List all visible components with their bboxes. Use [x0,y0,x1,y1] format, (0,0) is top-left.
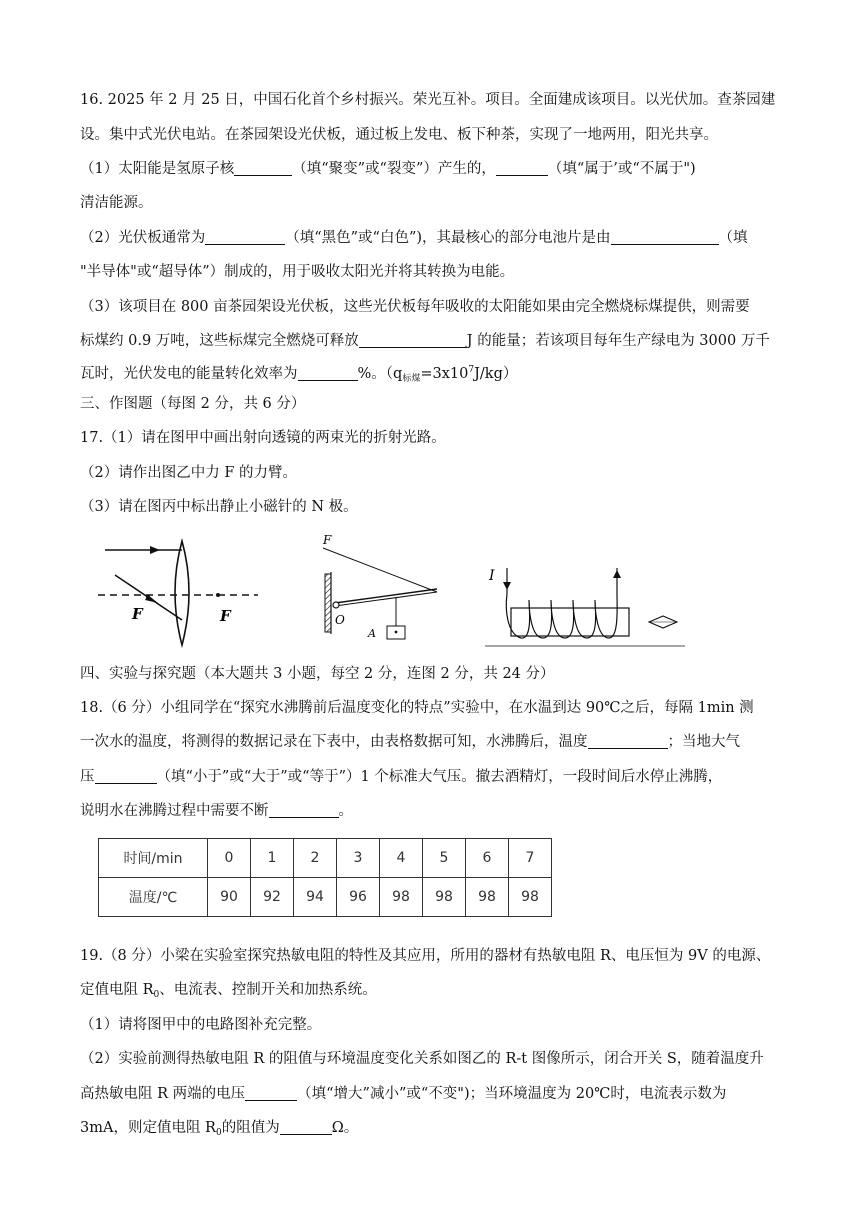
q16-p1-text-b: （填“聚变”或“裂变”）产生的， [292,161,496,177]
answer-blank[interactable] [95,769,157,784]
q16-p3-line1: （3）该项目在 800 亩茶园架设光伏板，这些光伏板每年吸收的太阳能如果由完全燃烧标煤提供，则需要 [80,299,750,315]
current-label: I [489,568,495,584]
iron-core [511,608,629,636]
q16-p3-line3-a: 瓦时，光伏发电的能量转化效率为 [80,366,298,382]
q19-p2-line1: （2）实验前测得热敏电阻 R 的阻值与环境温度变化关系如图乙的 R-t 图像所示，闭合开关 S，随着温度升 [80,1051,764,1067]
answer-blank[interactable] [205,230,285,245]
r0-subscript: 0 [153,990,160,1000]
q19-p2-line3-b: 的阻值为 [221,1120,280,1136]
q16-p2-text-a: （2）光伏板通常为 [80,230,206,246]
force-label: F [323,533,332,547]
q19-p2-line3 [80,1118,358,1143]
solenoid-figure [485,560,690,650]
lens-figure [90,535,265,650]
arrow-icon [150,546,160,554]
answer-blank[interactable] [359,333,467,348]
q16-p3-line3-c: =3x10 [420,366,469,382]
table-header-temp: 温度/℃ [99,878,208,917]
q19-line1: 19.（8 分）小梁在实验室探究热敏电阻的特性及其应用，所用的器材有热敏电阻 R、电压恒为 9V 的电源、 [80,948,771,964]
q18-line2-a: 一次水的温度，将测得的数据记录在下表中，由表格数据可知，水沸腾后，温度 [80,734,588,750]
q16-p3-line3-b: %。（q [357,366,403,382]
section3-heading: 三、作图题（每图 2 分，共 6 分） [80,396,306,412]
q19-part1: （1）请将图甲中的电路图补充完整。 [80,1017,322,1033]
lever-figure [315,530,445,645]
q18-line4-b: 。 [338,803,353,819]
exponent: 7 [468,365,475,375]
table-cell: 90 [208,878,251,917]
arrow-down-icon [503,582,511,590]
table-cell: 1 [251,839,294,878]
q19-p2-line2-a: 高热敏电阻 R 两端的电压 [80,1086,246,1102]
answer-blank[interactable] [298,366,358,381]
answer-blank[interactable] [588,734,668,749]
focal-point-left [146,595,150,599]
section4-heading: 四、实验与探究题（本大题共 3 小题，每空 2 分，连图 2 分，共 24 分） [80,666,555,682]
q19-p2-line3-a: 3mA，则定值电阻 R [80,1120,216,1136]
table-cell: 4 [380,839,423,878]
q18-line2-b: ；当地大气 [667,734,740,750]
q19-p2-line2-b: （填“增大”减小”或“不变")；当环境温度为 20℃时，电流表示数为 [297,1086,727,1102]
answer-blank[interactable] [496,161,548,176]
wall [325,574,331,632]
q17-part2: （2）请作出图乙中力 F 的力臂。 [80,465,298,481]
arrow-up-icon [613,570,621,578]
table-cell: 3 [337,839,380,878]
answer-blank[interactable] [245,1086,297,1101]
q18-line2 [80,732,740,752]
table-row [99,878,552,917]
q18-line3-b: （填“小于”或“大于”或“等于”）1 个标准大气压。撤去酒精灯，一段时间后水停止沸腾， [156,769,723,785]
q19-p2-line2 [80,1084,726,1104]
q16-line2: 设。集中式光伏电站。在茶园架设光伏板，通过板上发电、板下种茶，实现了一地两用，阳光共享。 [80,127,718,143]
q17-part1: 17.（1）请在图甲中画出射向透镜的两束光的折射光路。 [80,430,446,446]
q16-p3-line3-d: J/kg） [474,366,518,382]
table-cell: 7 [509,839,552,878]
q16-part2 [80,228,748,248]
q18-line3 [80,767,722,787]
table-cell: 98 [423,878,466,917]
q19-line2-b: 、电流表、控制开关和加热系统。 [159,982,377,998]
lever-bar [335,589,437,603]
q19-p2-line3-c: Ω。 [331,1120,359,1136]
lever-bar-edge [335,592,437,606]
q16-p1-text-d: 清洁能源。 [80,195,153,211]
q16-p1-text-c: （填“属于’或“不属于") [547,161,696,177]
focus-label-right: F [220,607,231,625]
q18-line3-a: 压 [80,769,95,785]
q16-part1 [80,159,696,179]
q16-p3-line2-a: 标煤约 0.9 万吨，这些标煤完全燃烧可释放 [80,333,359,349]
table-cell: 98 [380,878,423,917]
table-cell: 6 [466,839,509,878]
answer-blank[interactable] [611,230,719,245]
table-cell: 98 [509,878,552,917]
table-cell: 2 [294,839,337,878]
table-cell: 96 [337,878,380,917]
table-cell: 98 [466,878,509,917]
table-cell: 92 [251,878,294,917]
table-row [99,839,552,878]
q18-line4 [80,801,353,821]
q16-p3-line3 [80,360,517,389]
q16-p2-text-b: （填“黑色”或“白色”)，其最核心的部分电池片是由 [285,230,611,246]
weight-label: A [368,627,376,640]
answer-blank[interactable] [280,1120,332,1135]
table-header-time: 时间/min [99,839,208,878]
focal-point-right [216,593,220,597]
q16-p3-line2-b: J 的能量；若该项目每年生产绿电为 3000 万千 [466,333,770,349]
table-cell: 0 [208,839,251,878]
q16-p2-text-c: （填 [718,230,748,246]
force-line [323,548,437,592]
answer-blank[interactable] [234,161,292,176]
q16-line1: 16. 2025 年 2 月 25 日，中国石化首个乡村振兴。荣光互补。项目。全面建成该项目。以光伏加。查茶园建 [80,92,776,108]
q18-line1: 18.（6 分）小组同学在“探究水沸腾前后温度变化的特点”实验中，在水温到达 90℃之后，每隔 1min 测 [80,700,754,716]
pivot-label: O [335,613,345,627]
q17-part3: （3）请在图丙中标出静止小磁针的 N 极。 [80,499,358,515]
q19-line2 [80,980,377,1005]
q-subscript: 标煤 [402,374,421,384]
pivot [333,602,339,608]
q19-line2-a: 定值电阻 R [80,982,154,998]
weight-center [395,631,398,634]
q16-p3-line2 [80,331,770,351]
answer-blank[interactable] [269,803,339,818]
table-cell: 94 [294,878,337,917]
focus-label-left: F [132,605,143,623]
convex-lens [175,541,189,645]
q18-line4-a: 说明水在沸腾过程中需要不断 [80,803,269,819]
table-cell: 5 [423,839,466,878]
r0-subscript: 0 [215,1128,222,1138]
data-table [98,838,552,917]
q16-p2-text-d: "半导体"或“超导体”）制成的，用于吸收太阳光并将其转换为电能。 [80,264,515,280]
q16-p1-text-a: （1）太阳能是氢原子核 [80,161,235,177]
